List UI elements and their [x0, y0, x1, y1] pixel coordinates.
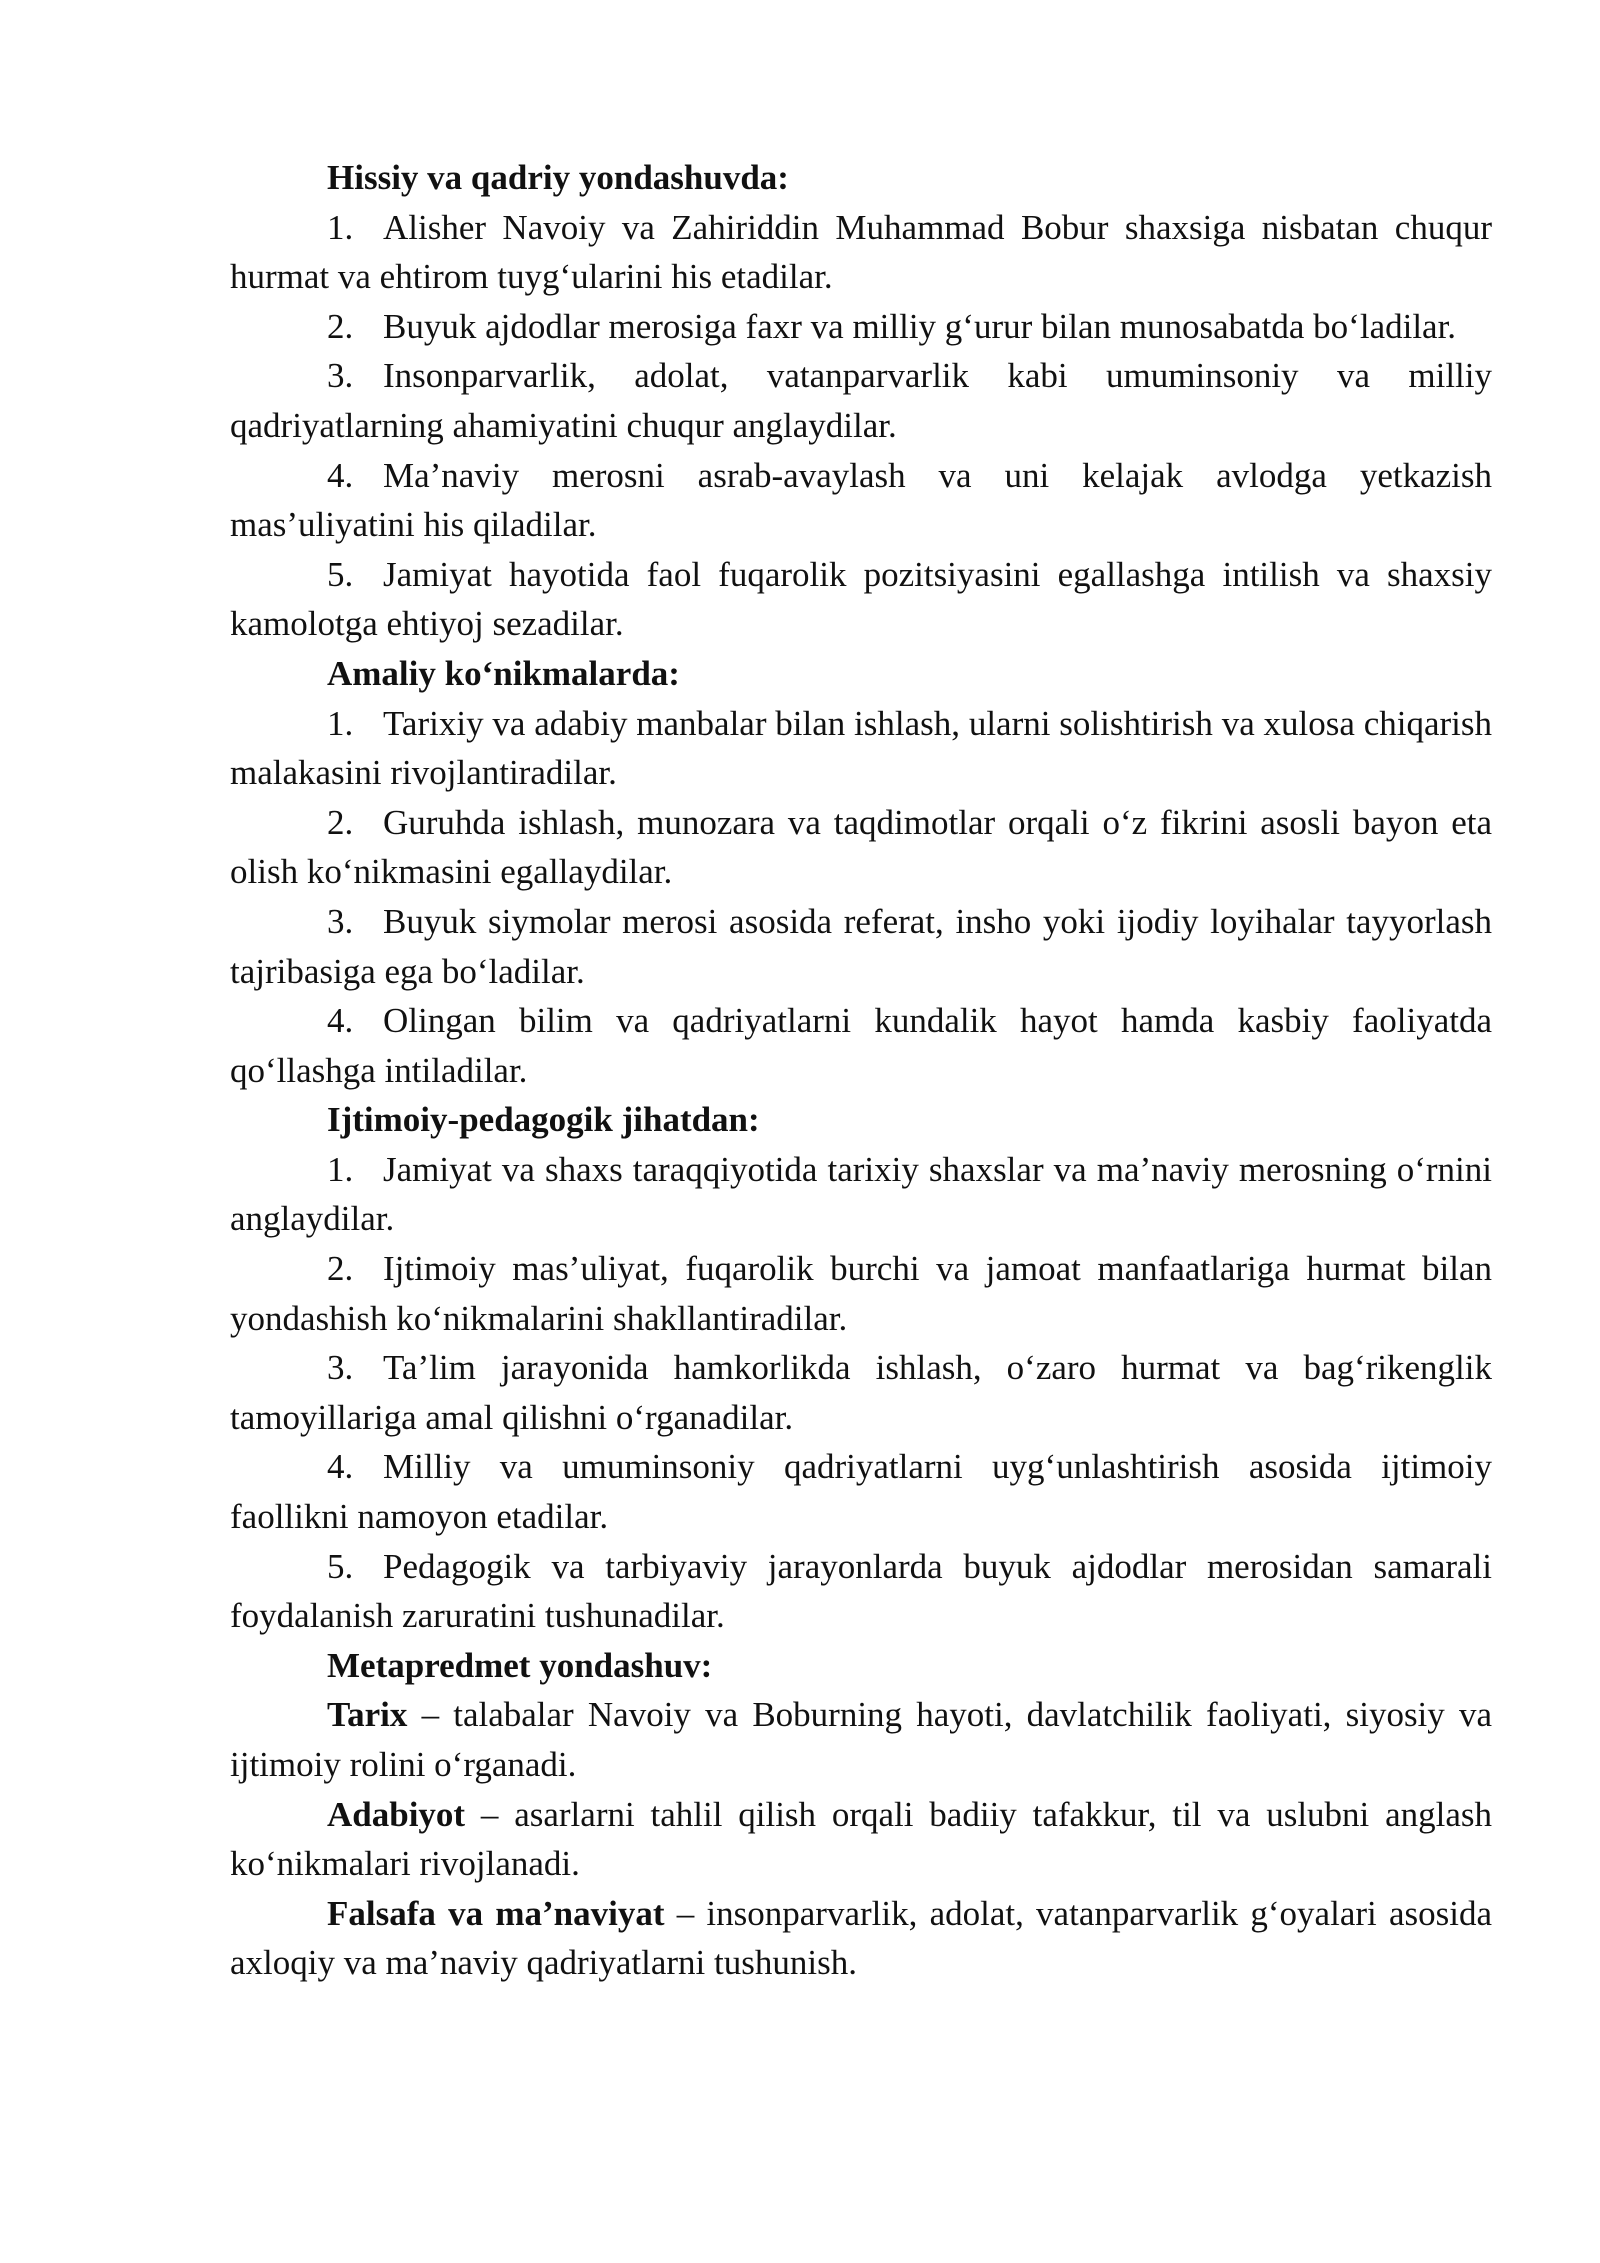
item-text: Jamiyat hayotida faol fuqarolik pozitsiyasini egallashga intilish va shaxsiy kamolotga ehtiyoj sezadilar. — [230, 554, 1492, 644]
item-text: Tarixiy va adabiy manbalar bilan ishlash, ularni solishtirish va xulosa chiqarish malakasini rivojlantiradilar. — [230, 703, 1492, 793]
meta-term: Falsafa va ma’naviyat — [327, 1893, 665, 1933]
item-text: Guruhda ishlash, munozara va taqdimotlar orqali o‘z fikrini asosli bayon eta olish ko‘nikmasini egallaydilar. — [230, 802, 1492, 892]
list-item — [230, 1145, 1492, 1244]
item-number: 5. — [327, 1546, 354, 1586]
item-text: Insonparvarlik, adolat, vatanparvarlik kabi umuminsoniy va milliy qadriyatlarning ahamiyatini chuqur anglaydilar. — [230, 356, 1492, 445]
meta-text: – talabalar Navoiy va Boburning hayoti, davlatchilik faoliyati, siyosiy va ijtimoiy rolini o‘rganadi. — [230, 1695, 1492, 1784]
item-text: Ta’lim jarayonida hamkorlikda ishlash, o‘zaro hurmat va bag‘rikenglik tamoyillariga amal qilishni o‘rganadilar. — [230, 1348, 1492, 1437]
list-item — [230, 451, 1492, 550]
list-item — [230, 1343, 1492, 1442]
item-number: 1. — [327, 703, 354, 743]
item-number: 3. — [327, 901, 354, 941]
meta-paragraph-tarix — [230, 1690, 1492, 1789]
item-number: 4. — [327, 455, 354, 495]
item-number: 5. — [327, 554, 354, 594]
list-item — [230, 996, 1492, 1095]
item-number: 4. — [327, 1001, 354, 1041]
item-text: Jamiyat va shaxs taraqqiyotida tarixiy shaxslar va ma’naviy merosning o‘rnini anglaydilar. — [230, 1149, 1492, 1239]
item-text: Buyuk ajdodlar merosiga faxr va milliy g‘urur bilan munosabatda bo‘ladilar. — [383, 306, 1457, 346]
meta-paragraph-falsafa — [230, 1889, 1492, 1988]
section-heading-metapredmet: Metapredmet yondashuv: — [327, 1645, 713, 1685]
item-text: Olingan bilim va qadriyatlarni kundalik hayot hamda kasbiy faoliyatda qo‘llashga intiladilar. — [230, 1001, 1492, 1090]
list-item — [230, 1542, 1492, 1641]
meta-text: – asarlarni tahlil qilish orqali badiiy tafakkur, til va uslubni anglash ko‘nikmalari rivojlanadi. — [230, 1794, 1492, 1884]
list-item — [230, 1244, 1492, 1343]
item-text: Milliy va umuminsoniy qadriyatlarni uyg‘unlashtirish asosida ijtimoiy faollikni namoyon etadilar. — [230, 1447, 1492, 1537]
section-heading-ijtimoiy: Ijtimoiy-pedagogik jihatdan: — [327, 1100, 760, 1140]
list-item — [230, 203, 1492, 302]
item-text: Ma’naviy merosni asrab-avaylash va uni kelajak avlodga yetkazish mas’uliyatini his qiladilar. — [230, 455, 1492, 545]
item-text: Buyuk siymolar merosi asosida referat, insho yoki ijodiy loyihalar tayyorlash tajribasiga ega bo‘ladilar. — [230, 901, 1492, 991]
item-number: 2. — [327, 306, 354, 346]
item-text: Alisher Navoiy va Zahiriddin Muhammad Bobur shaxsiga nisbatan chuqur hurmat va ehtirom tuyg‘ularini his etadilar. — [230, 207, 1492, 297]
meta-paragraph-adabiyot — [230, 1790, 1492, 1889]
item-number: 2. — [327, 802, 354, 842]
list-item — [230, 897, 1492, 996]
item-number: 3. — [327, 356, 354, 396]
list-item — [230, 798, 1492, 897]
item-number: 1. — [327, 207, 354, 247]
item-text: Pedagogik va tarbiyaviy jarayonlarda buyuk ajdodlar merosidan samarali foydalanish zaruratini tushunadilar. — [230, 1546, 1492, 1636]
item-text: Ijtimoiy mas’uliyat, fuqarolik burchi va jamoat manfaatlariga hurmat bilan yondashish ko‘nikmalarini shakllantiradilar. — [230, 1249, 1492, 1338]
item-number: 1. — [327, 1149, 354, 1189]
list-item — [230, 550, 1492, 649]
section-heading-amaliy: Amaliy ko‘nikmalarda: — [327, 653, 680, 693]
item-number: 3. — [327, 1348, 354, 1388]
meta-text: – insonparvarlik, adolat, vatanparvarlik g‘oyalari asosida axloqiy va ma’naviy qadriyatlarni tushunish. — [230, 1893, 1492, 1983]
meta-term: Tarix — [327, 1695, 408, 1735]
list-item — [230, 302, 1492, 352]
list-item — [230, 699, 1492, 798]
list-item — [230, 351, 1492, 450]
section-heading-hissiy: Hissiy va qadriy yondashuvda: — [327, 158, 789, 197]
item-number: 2. — [327, 1249, 354, 1289]
list-item — [230, 1442, 1492, 1541]
meta-term: Adabiyot — [327, 1794, 466, 1834]
document-page — [230, 153, 1492, 1988]
item-number: 4. — [327, 1447, 354, 1487]
